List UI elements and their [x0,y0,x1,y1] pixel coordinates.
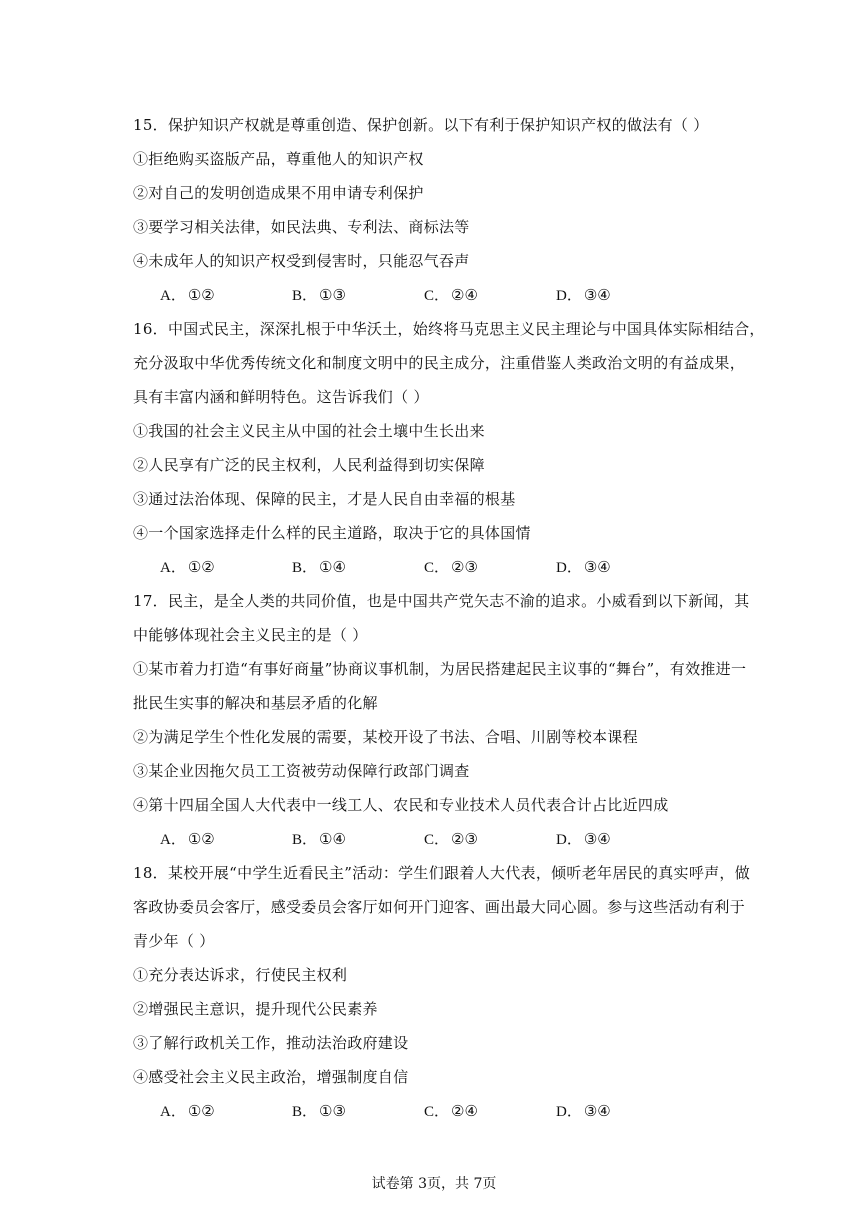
statement-item: ②对自己的发明创造成果不用申请专利保护 [133,184,424,202]
statement-item: ④一个国家选择走什么样的民主道路，取决于它的具体国情 [133,524,531,542]
statement-item: ①充分表达诉求，行使民主权利 [133,966,348,984]
answer-options [133,822,741,856]
option-b[interactable]: B． ①③ [292,1102,346,1120]
option-b[interactable]: B． ①④ [292,558,346,576]
statement-item: ③通过法治体现、保障的民主，才是人民自由幸福的根基 [133,490,516,508]
option-a[interactable]: A． ①② [160,1102,215,1120]
question-stem: 客政协委员会客厅，感受委员会客厅如何开门迎客、画出最大同心圆。参与这些活动有利于 [133,898,746,916]
statement-item: ③了解行政机关工作，推动法治政府建设 [133,1034,409,1052]
question-stem: 中能够体现社会主义民主的是（ ） [133,626,368,644]
statement-item: ④未成年人的知识产权受到侵害时，只能忍气吞声 [133,252,470,270]
statement-item: ②增强民主意识，提升现代公民素养 [133,1000,378,1018]
option-d[interactable]: D． ③④ [556,558,611,576]
statement-item: ③某企业因拖欠员工工资被劳动保障行政部门调查 [133,762,470,780]
page-footer: 试卷第 3页，共 7页 [371,1176,497,1192]
option-a[interactable]: A． ①② [160,286,215,304]
question-17 [133,584,750,856]
statement-item: ④感受社会主义民主政治，增强制度自信 [133,1068,409,1086]
option-b[interactable]: B． ①③ [292,286,346,304]
statement-item: ②为满足学生个性化发展的需要，某校开设了书法、合唱、川剧等校本课程 [133,728,638,746]
statement-item: ④第十四届全国人大代表中一线工人、农民和专业技术人员代表合计占比近四成 [133,796,669,814]
question-16 [133,312,765,584]
option-b[interactable]: B． ①④ [292,830,346,848]
answer-options [133,550,741,584]
answer-options [133,1094,741,1128]
answer-options [133,278,741,312]
question-stem: 15．保护知识产权就是尊重创造、保护创新。以下有利于保护知识产权的做法有（ ） [133,116,709,134]
option-d[interactable]: D． ③④ [556,286,611,304]
statement-item: ③要学习相关法律，如民法典、专利法、商标法等 [133,218,470,236]
option-d[interactable]: D． ③④ [556,1102,611,1120]
question-18 [133,856,751,1128]
option-c[interactable]: C． ②④ [424,286,478,304]
statement-item: ②人民享有广泛的民主权利，人民利益得到切实保障 [133,456,485,474]
question-stem: 16．中国式民主，深深扎根于中华沃土，始终将马克思主义民主理论与中国具体实际相结合， [133,320,765,338]
question-list [133,108,765,1128]
question-stem: 17．民主，是全人类的共同价值，也是中国共产党矢志不渝的追求。小威看到以下新闻，其 [133,592,750,610]
option-c[interactable]: C． ②③ [424,830,478,848]
question-stem: 18．某校开展“中学生近看民主”活动：学生们跟着人大代表，倾听老年居民的真实呼声，做 [133,864,751,882]
statement-item: ①某市着力打造“有事好商量”协商议事机制，为居民搭建起民主议事的“舞台”，有效推进一 [133,660,747,678]
statement-item: ①我国的社会主义民主从中国的社会土壤中生长出来 [133,422,485,440]
statement-item: ①拒绝购买盗版产品，尊重他人的知识产权 [133,150,424,168]
statement-item-continuation: 批民生实事的解决和基层矛盾的化解 [133,694,378,712]
option-c[interactable]: C． ②③ [424,558,478,576]
option-a[interactable]: A． ①② [160,558,215,576]
question-stem: 充分汲取中华优秀传统文化和制度文明中的民主成分，注重借鉴人类政治文明的有益成果， [133,354,746,372]
option-a[interactable]: A． ①② [160,830,215,848]
option-c[interactable]: C． ②④ [424,1102,478,1120]
question-stem: 青少年（ ） [133,932,215,950]
question-15 [133,108,741,312]
option-d[interactable]: D． ③④ [556,830,611,848]
question-stem: 具有丰富内涵和鲜明特色。这告诉我们（ ） [133,388,429,406]
